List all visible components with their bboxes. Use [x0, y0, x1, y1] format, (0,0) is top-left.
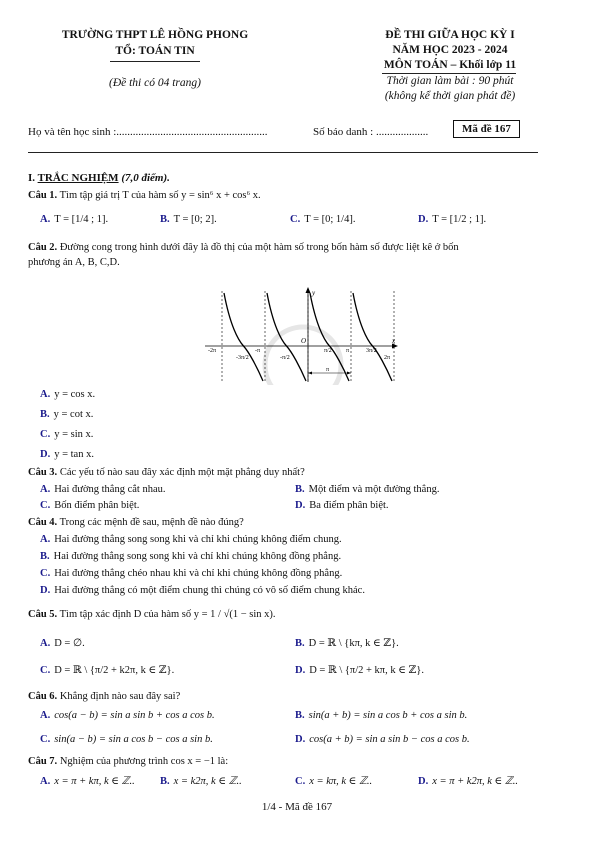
question-number: Câu 6.: [28, 691, 58, 702]
question-1: [28, 190, 261, 201]
question-text: Khẳng định nào sau đây sai?: [59, 691, 181, 702]
section-title: TRẮC NGHIỆM: [37, 172, 119, 184]
exam-time: Thời gian làm bài : 90 phút: [386, 75, 514, 87]
question-number: Câu 7.: [28, 756, 58, 767]
section-roman: I.: [28, 172, 36, 184]
q5-option-d[interactable]: D. D = ℝ \ {π/2 + kπ, k ∈ ℤ}.: [295, 665, 424, 676]
q5-option-c[interactable]: C. D = ℝ \ {π/2 + k2π, k ∈ ℤ}.: [40, 665, 175, 676]
question-number: Câu 1.: [28, 190, 58, 201]
x-axis-label: x: [392, 337, 396, 345]
q3-option-a[interactable]: A. Hai đường thẳng cắt nhau.: [40, 484, 166, 495]
q2-option-a[interactable]: A. y = cos x.: [40, 389, 96, 400]
question-number: Câu 2.: [28, 242, 58, 253]
q1-option-d[interactable]: D. T = [1/2 ; 1].: [418, 214, 487, 225]
q6-option-b[interactable]: B. sin(a + b) = sin a cos b + cos a sin b.: [295, 710, 468, 721]
question-text: Tìm tập giá trị T của hàm số y = sin⁶ x + cos⁶ x.: [59, 190, 261, 201]
curve-branch: [224, 293, 263, 381]
q4-option-a[interactable]: A. Hai đường thẳng song song khi và chỉ khi chúng không điểm chung.: [40, 534, 342, 545]
q6-option-c[interactable]: C. sin(a − b) = sin a cos b − cos a sin b.: [40, 734, 213, 745]
q6-option-d[interactable]: D. cos(a + b) = sin a sin b − cos a cos b.: [295, 734, 470, 745]
question-text: Nghiệm của phương trình cos x = −1 là:: [59, 756, 229, 767]
q6-option-a[interactable]: A. cos(a − b) = sin a sin b + cos a cos b.: [40, 710, 215, 721]
tick-label: -2π: [208, 348, 217, 354]
question-5: [28, 609, 276, 620]
q1-option-b[interactable]: B. T = [0; 2].: [160, 214, 217, 225]
question-4: [28, 517, 244, 528]
q5-option-a[interactable]: A. D = ∅.: [40, 638, 85, 649]
tick-label: π: [346, 348, 350, 354]
y-axis-label: y: [312, 289, 316, 297]
tick-labels: [208, 348, 390, 361]
student-id-field[interactable]: Số báo danh : ...................: [313, 126, 429, 138]
q5-option-b[interactable]: B. D = ℝ \ {kπ, k ∈ ℤ}.: [295, 638, 399, 649]
q3-option-c[interactable]: C. Bốn điểm phân biệt.: [40, 500, 140, 511]
student-name-field[interactable]: Họ và tên học sinh :.......................................................: [28, 126, 268, 138]
time-note: (không kể thời gian phát đề): [384, 90, 516, 102]
q4-option-b[interactable]: B. Hai đường thẳng song song khi và chỉ khi chúng không đồng phẳng.: [40, 551, 342, 562]
question-2: [28, 242, 459, 253]
tick-label: -3π/2: [236, 355, 249, 361]
pages-note: (Đề thi có 04 trang): [109, 77, 201, 89]
school-year: NĂM HỌC 2023 - 2024: [392, 44, 508, 56]
question-3: [28, 467, 305, 478]
question-2-cont: phương án A, B, C,D.: [28, 257, 120, 268]
info-divider: [28, 152, 538, 153]
q1-option-c[interactable]: C. T = [0; 1/4].: [290, 214, 356, 225]
question-text: Tìm tập xác định D của hàm số y = 1 / √(1 − sin x).: [59, 609, 276, 620]
q2-option-b[interactable]: B. y = cot x.: [40, 409, 94, 420]
header-underline: [110, 61, 200, 62]
asymptotes: [222, 291, 394, 381]
school-name: TRƯỜNG THPT LÊ HỒNG PHONG: [61, 29, 249, 41]
origin-label: O: [301, 337, 307, 345]
tick-label: -π/2: [280, 355, 290, 361]
subject-underline: [382, 73, 516, 74]
watermark: [265, 327, 341, 385]
period-arrow-right: [347, 372, 351, 375]
tan-graph: [200, 285, 400, 385]
q1-option-a[interactable]: A. T = [1/4 ; 1].: [40, 214, 109, 225]
q7-option-c[interactable]: C. x = kπ, k ∈ ℤ..: [295, 776, 373, 787]
tick-label: -π: [255, 348, 261, 354]
department: TỔ: TOÁN TIN: [115, 45, 195, 57]
q4-option-c[interactable]: C. Hai đường thẳng chéo nhau khi và chỉ khi chúng không đồng phẳng.: [40, 568, 343, 579]
q3-option-d[interactable]: D. Ba điểm phân biệt.: [295, 500, 389, 511]
period-arrow-left: [308, 372, 312, 375]
q7-option-d[interactable]: D. x = π + k2π, k ∈ ℤ..: [418, 776, 518, 787]
question-number: Câu 5.: [28, 609, 58, 620]
tick-label: 2π: [384, 355, 391, 361]
q4-option-d[interactable]: D. Hai đường thẳng có một điểm chung thì chúng có vô số điểm chung khác.: [40, 585, 365, 596]
curve-branch: [353, 293, 392, 381]
question-text: Đường cong trong hình dưới đây là đồ thị của một hàm số trong bốn hàm số được liệt kê ở bốn: [59, 242, 459, 253]
q7-option-b[interactable]: B. x = k2π, k ∈ ℤ..: [160, 776, 242, 787]
page-footer: 1/4 - Mã đề 167: [261, 801, 333, 813]
period-label: π: [326, 367, 330, 373]
section-points: (7,0 điểm).: [121, 172, 170, 184]
section-heading: [28, 172, 170, 184]
exam-title: ĐỀ THI GIỮA HỌC KỲ I: [385, 29, 515, 41]
q2-option-d[interactable]: D. y = tan x.: [40, 449, 94, 460]
q2-option-c[interactable]: C. y = sin x.: [40, 429, 94, 440]
question-number: Câu 4.: [28, 517, 58, 528]
q3-option-b[interactable]: B. Một điểm và một đường thẳng.: [295, 484, 440, 495]
question-text: Các yếu tố nào sau đây xác định một mặt phẳng duy nhất?: [59, 467, 305, 478]
question-6: [28, 691, 180, 702]
question-number: Câu 3.: [28, 467, 58, 478]
q7-option-a[interactable]: A. x = π + kπ, k ∈ ℤ..: [40, 776, 135, 787]
subject: MÔN TOÁN – Khối lớp 11: [383, 59, 517, 71]
question-text: Trong các mệnh đề sau, mệnh đề nào đúng?: [59, 517, 244, 528]
tick-label: 3π/2: [366, 348, 377, 354]
exam-code-box: Mã đề 167: [453, 120, 520, 138]
question-7: [28, 756, 228, 767]
tick-label: π/2: [324, 348, 332, 354]
